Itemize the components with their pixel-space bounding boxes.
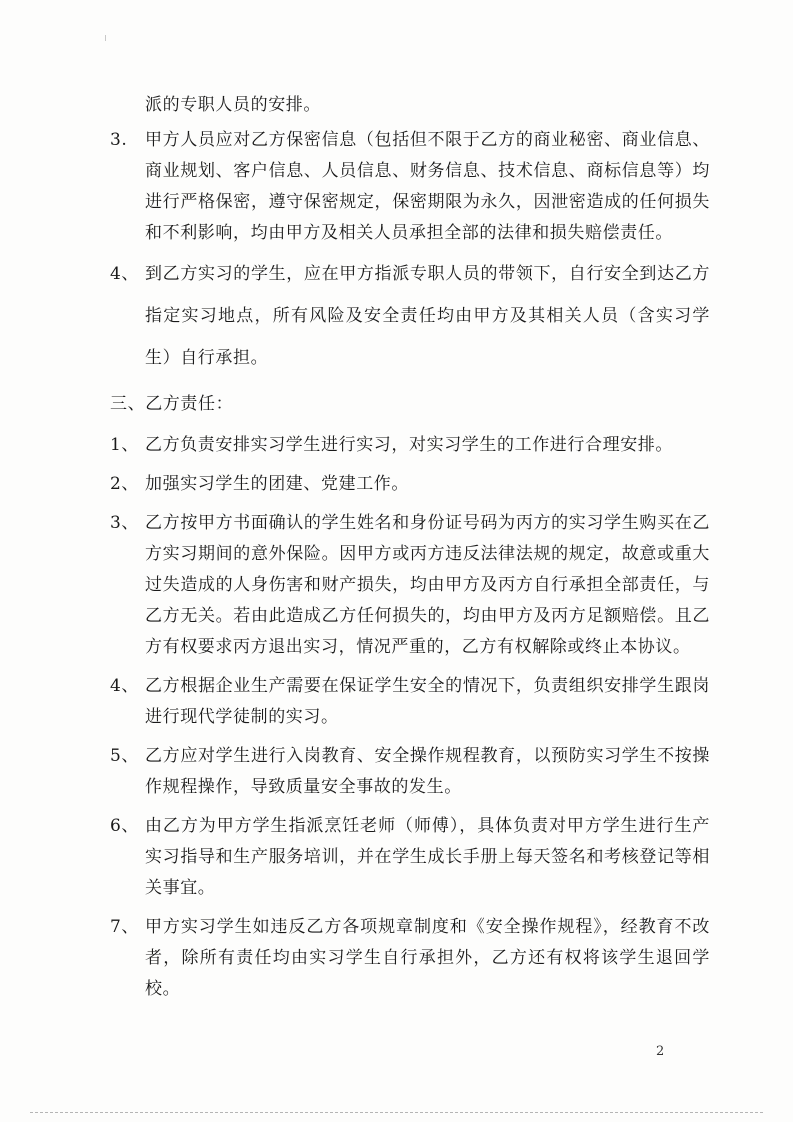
item-text: 乙方根据企业生产需要在保证学生安全的情况下，负责组织安排学生跟岗进行现代学徒制的实习。 xyxy=(145,676,710,727)
item-number: 7、 xyxy=(110,917,140,937)
list-item xyxy=(110,508,710,663)
item-number: 2、 xyxy=(110,474,140,494)
continued-text: 派的专职人员的安排。 xyxy=(145,95,321,115)
item-text: 乙方按甲方书面确认的学生姓名和身份证号码为丙方的实习学生购买在乙方实习期间的意外保险。因甲方或丙方违反法律法规的规定，故意或重大过失造成的人身伤害和财产损失，均由甲方及丙方自行承担全部责任，与乙方无关。若由此造成乙方任何损失的，均由甲方及丙方足额赔偿。且乙方有权要求丙方退出实习，情况严重的，乙方有权解除或终止本协议。 xyxy=(145,513,710,657)
item-number: 4、 xyxy=(110,676,140,696)
item-number: 4、 xyxy=(110,264,140,284)
item-text: 由乙方为甲方学生指派烹饪老师（师傅），具体负责对甲方学生进行生产实习指导和生产服务培训，并在学生成长手册上每天签名和考核登记等相关事宜。 xyxy=(145,816,710,898)
list-item xyxy=(110,912,710,1005)
item-text: 甲方人员应对乙方保密信息（包括但不限于乙方的商业秘密、商业信息、商业规划、客户信息、人员信息、财务信息、技术信息、商标信息等）均进行严格保密，遵守保密规定，保密期限为永久，因泄密造成的任何损失和不利影响，均由甲方及相关人员承担全部的法律和损失赔偿责任。 xyxy=(145,130,710,243)
item-text: 乙方负责安排实习学生进行实习，对实习学生的工作进行合理安排。 xyxy=(145,435,673,455)
page-number: 2 xyxy=(656,1044,665,1059)
item-number: 6、 xyxy=(110,816,140,836)
item-number: 3. xyxy=(110,130,128,150)
list-item xyxy=(110,430,710,461)
list-item xyxy=(110,811,710,904)
item-number: 5、 xyxy=(110,746,140,766)
item-text: 乙方应对学生进行入岗教育、安全操作规程教育，以预防实习学生不按操作规程操作，导致质量安全事故的发生。 xyxy=(145,746,710,797)
list-item xyxy=(110,671,710,733)
document-body xyxy=(110,90,710,1005)
scan-edge-line xyxy=(30,1112,763,1113)
item-text: 甲方实习学生如违反乙方各项规章制度和《安全操作规程》，经教育不改者，除所有责任均由实习学生自行承担外，乙方还有权将该学生退回学校。 xyxy=(145,917,710,999)
item-number: 1、 xyxy=(110,435,140,455)
list-item xyxy=(110,253,710,379)
list-item xyxy=(110,741,710,803)
section-heading: 三、乙方责任： xyxy=(110,394,234,414)
scan-mark xyxy=(105,35,106,41)
item-text: 到乙方实习的学生，应在甲方指派专职人员的带领下，自行安全到达乙方指定实习地点，所有风险及安全责任均由甲方及其相关人员（含实习学生）自行承担。 xyxy=(145,264,710,368)
item-text: 加强实习学生的团建、党建工作。 xyxy=(145,474,409,494)
list-item xyxy=(110,125,710,249)
item-number: 3、 xyxy=(110,513,140,533)
list-item xyxy=(110,469,710,500)
